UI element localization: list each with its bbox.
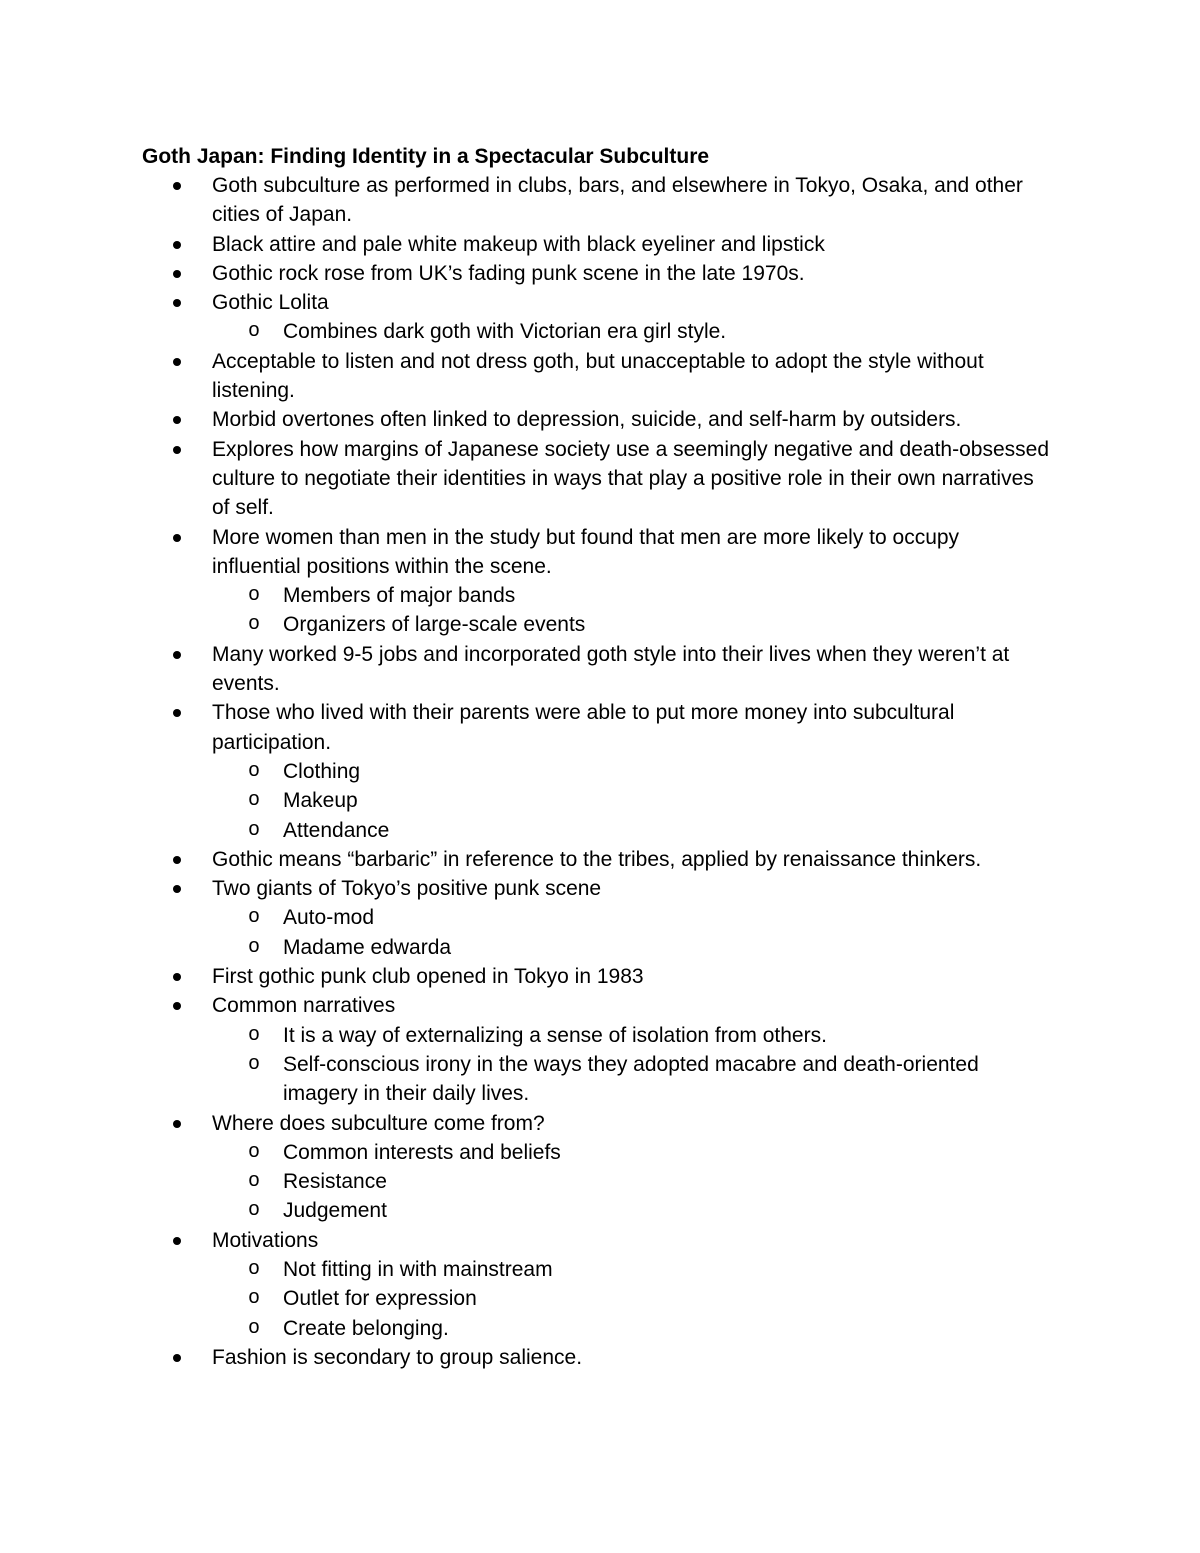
sub-bullet-item [0, 933, 1053, 962]
bullet-item [0, 698, 1052, 757]
bullet-item [0, 435, 1052, 523]
sub-bullet-text: Makeup [283, 789, 358, 813]
sub-bullet-text: Organizers of large-scale events [283, 613, 586, 637]
sub-bullet-text: Attendance [283, 818, 390, 842]
bullet-text: Gothic Lolita [212, 291, 329, 315]
bullet-text: Goth subculture as performed in clubs, bars, and elsewhere in Tokyo, Osaka, and other cities of Japan. [212, 174, 1023, 227]
sub-bullet-text: It is a way of externalizing a sense of isolation from others. [283, 1023, 827, 1047]
bullet-text: Morbid overtones often linked to depression, suicide, and self-harm by outsiders. [212, 408, 962, 432]
bullet-item [0, 1226, 1052, 1255]
bullet-text: Gothic rock rose from UK’s fading punk scene in the late 1970s. [212, 261, 805, 285]
sub-bullet-circle-icon: o [248, 1023, 261, 1047]
bullet-text: Many worked 9-5 jobs and incorporated goth style into their lives when they weren’t at events. [212, 642, 1010, 696]
sub-bullet-item [0, 1314, 1053, 1343]
bullet-text: Explores how margins of Japanese society use a seemingly negative and death-obsessed culture to negotiate their identities in ways that play a positive role in their own narratives of self. [212, 437, 1049, 520]
bullet-text: Acceptable to listen and not dress goth, but unacceptable to adopt the style without listening. [212, 349, 984, 403]
sub-bullet-item [0, 1284, 1053, 1313]
bullet-item [0, 171, 1052, 230]
sub-bullet-circle-icon: o [248, 935, 261, 959]
bullet-text: First gothic punk club opened in Tokyo in 1983 [212, 965, 644, 989]
sub-bullet-circle-icon: o [248, 1170, 261, 1194]
sub-bullet-text: Create belonging. [283, 1316, 449, 1340]
document-title: Goth Japan: Finding Identity in a Spectacular Subculture [142, 145, 710, 168]
sub-bullet-circle-icon: o [248, 818, 261, 842]
sub-bullet-item [0, 786, 1053, 815]
sub-bullet-text: Resistance [283, 1170, 387, 1194]
sub-bullet-item [0, 581, 1053, 610]
sub-bullet-circle-icon: o [248, 613, 261, 637]
sub-bullet-text: Not fitting in with mainstream [283, 1257, 553, 1281]
sub-bullet-item [0, 1138, 1053, 1167]
bullet-item [0, 640, 1052, 699]
sub-bullet-item [0, 1021, 1053, 1050]
sub-bullet-circle-icon: o [248, 1052, 261, 1076]
bullet-item [0, 991, 1052, 1020]
bullet-text: Where does subculture come from? [212, 1111, 545, 1135]
sub-bullet-circle-icon: o [248, 906, 261, 930]
bullet-text: Black attire and pale white makeup with black eyeliner and lipstick [212, 232, 825, 256]
sub-bullet-circle-icon: o [248, 1199, 261, 1223]
bullet-text: Two giants of Tokyo’s positive punk scene [212, 877, 602, 901]
bullet-item [0, 288, 1052, 317]
sub-bullet-circle-icon: o [248, 1140, 261, 1164]
sub-bullet-item [0, 1050, 1053, 1109]
sub-bullet-circle-icon: o [248, 789, 261, 813]
sub-bullet-text: Madame edwarda [283, 935, 452, 959]
bullet-item [0, 259, 1052, 288]
sub-bullet-text: Outlet for expression [283, 1287, 477, 1311]
bullet-item [0, 962, 1052, 991]
sub-bullet-text: Auto-mod [283, 906, 375, 930]
sub-bullet-circle-icon: o [248, 320, 261, 344]
sub-bullet-item [0, 757, 1053, 786]
sub-bullet-item [0, 1196, 1053, 1225]
sub-bullet-item [0, 816, 1053, 845]
bullet-text: Fashion is secondary to group salience. [212, 1345, 583, 1369]
sub-bullet-item [0, 1255, 1053, 1284]
bullet-item [0, 874, 1052, 903]
bullet-text: Motivations [212, 1228, 319, 1252]
bullet-item [0, 523, 1052, 582]
sub-bullet-item [0, 610, 1053, 639]
sub-bullet-circle-icon: o [248, 584, 261, 608]
bullet-item [0, 1343, 1052, 1372]
sub-bullet-item [0, 1167, 1053, 1196]
sub-bullet-text: Common interests and beliefs [283, 1140, 561, 1164]
bullet-text: Gothic means “barbaric” in reference to the tribes, applied by renaissance thinkers. [212, 847, 982, 871]
sub-bullet-circle-icon: o [248, 1316, 261, 1340]
bullet-list [0, 171, 1200, 1372]
bullet-item [0, 1109, 1052, 1138]
sub-bullet-text: Combines dark goth with Victorian era girl style. [283, 320, 727, 344]
sub-bullet-circle-icon: o [248, 1257, 261, 1281]
sub-bullet-text: Judgement [283, 1199, 387, 1223]
sub-bullet-item [0, 317, 1053, 346]
bullet-item [0, 845, 1052, 874]
sub-bullet-circle-icon: o [248, 1287, 261, 1311]
sub-bullet-text: Members of major bands [283, 584, 516, 608]
sub-bullet-text: Self-conscious irony in the ways they adopted macabre and death-oriented imagery in their daily lives. [283, 1052, 979, 1106]
bullet-item [0, 347, 1052, 406]
bullet-text: Those who lived with their parents were able to put more money into subcultural participation. [212, 701, 955, 754]
sub-bullet-text: Clothing [283, 759, 361, 783]
bullet-text: Common narratives [212, 994, 396, 1018]
sub-bullet-circle-icon: o [248, 759, 261, 783]
bullet-item [0, 230, 1052, 259]
sub-bullet-item [0, 903, 1053, 932]
bullet-item [0, 405, 1052, 434]
bullet-text: More women than men in the study but found that men are more likely to occupy influential positions within the scene. [212, 525, 960, 578]
